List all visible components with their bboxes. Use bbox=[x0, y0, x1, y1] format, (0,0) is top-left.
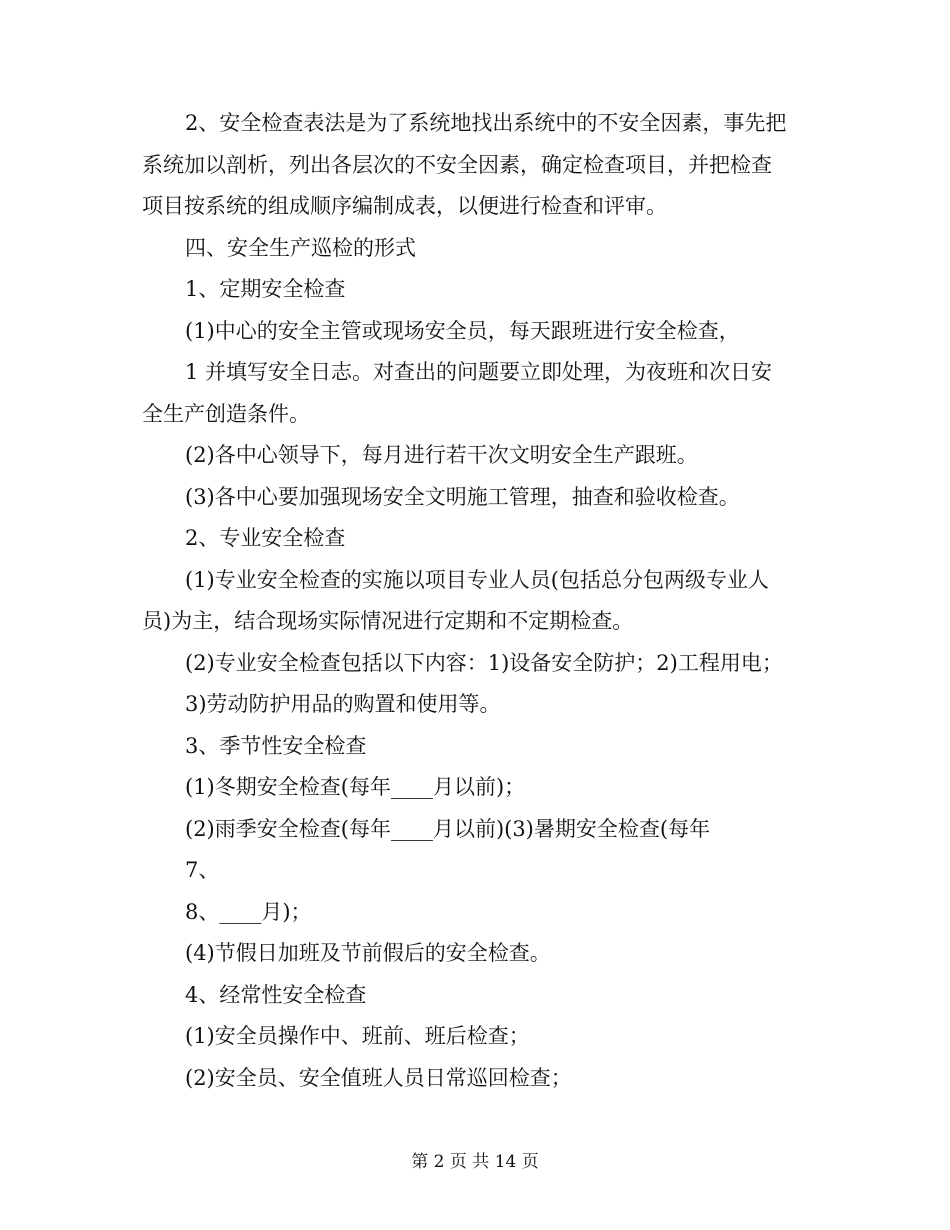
text-line-21: (4)节假日加班及节前假后的安全检查。 bbox=[185, 941, 551, 965]
section-heading: 四、安全生产巡检的形式 bbox=[185, 235, 416, 260]
subheading-professional: 2、专业安全检查 bbox=[185, 526, 346, 550]
text-line-6: (1)中心的安全主管或现场安全员，每天跟班进行安全检查， bbox=[185, 318, 740, 343]
text-line-24: (2)安全员、安全值班人员日常巡回检查； bbox=[185, 1065, 572, 1090]
text-line-14: (2)专业安全检查包括以下内容：1)设备安全防护；2)工程用电； bbox=[185, 650, 783, 675]
text-line-15: 3)劳动防护用品的购置和使用等。 bbox=[185, 692, 501, 716]
text-line-1: 2、安全检查表法是为了系统地找出系统中的不安全因素，事先把 bbox=[185, 111, 787, 135]
text-line-17: (1)冬期安全检查(每年____月以前)； bbox=[185, 775, 526, 799]
subheading-seasonal: 3、季节性安全检查 bbox=[185, 733, 367, 758]
text-line-2: 系统加以剖析，列出各层次的不安全因素，确定检查项目，并把检查 bbox=[142, 152, 772, 177]
text-line-23: (1)安全员操作中、班前、班后检查； bbox=[185, 1024, 530, 1048]
text-line-12: (1)专业安全检查的实施以项目专业人员(包括总分包两级专业人 bbox=[185, 567, 769, 592]
text-line-3: 项目按系统的组成顺序编制成表，以便进行检查和评审。 bbox=[142, 194, 667, 218]
text-line-19: 7、 bbox=[185, 858, 220, 882]
subheading-periodic: 1、定期安全检查 bbox=[185, 277, 346, 301]
text-line-20: 8、____月)； bbox=[185, 899, 312, 924]
text-line-18: (2)雨季安全检查(每年____月以前)(3)暑期安全检查(每年 bbox=[185, 816, 711, 841]
subheading-regular: 4、经常性安全检查 bbox=[185, 982, 367, 1007]
text-line-7: 1 并填写安全日志。对查出的问题要立即处理，为夜班和次日安 bbox=[185, 360, 773, 384]
text-line-13: 员)为主，结合现场实际情况进行定期和不定期检查。 bbox=[142, 609, 634, 633]
text-line-8: 全生产创造条件。 bbox=[142, 401, 310, 426]
text-line-9: (2)各中心领导下，每月进行若干次文明安全生产跟班。 bbox=[185, 443, 698, 467]
document-body bbox=[142, 103, 810, 1099]
text-line-10: (3)各中心要加强现场安全文明施工管理，抽查和验收检查。 bbox=[185, 484, 740, 509]
page-number-footer: 第 2 页 共 14 页 bbox=[411, 1152, 539, 1172]
